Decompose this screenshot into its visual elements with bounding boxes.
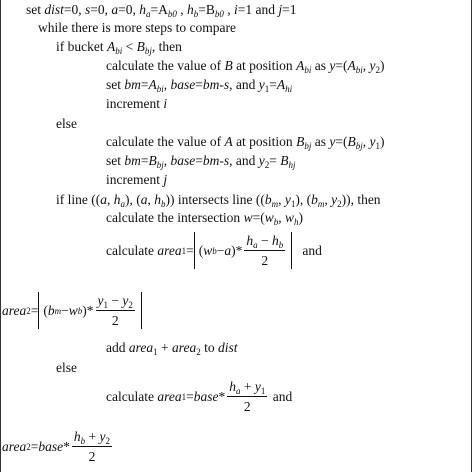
abs-value-1: ( w b − a ) * $\frac{h_a - h_b}{2}$: [194, 232, 293, 269]
if-intersects-line: if line ((a, $h_a$), (a, $h_b$)) intersects line (($b_m$, $y_1$), ($b_m$, $y_2$)), then: [56, 192, 381, 209]
area1-formula-intersect: calculate area 1 = ( w b − a ) * $\frac{h_a - h_b}{2}$ and: [106, 233, 322, 268]
increment-i-line: increment i: [106, 96, 168, 111]
init-line: set dist=0, s=0, a=0, $h_a=A_{b0}$ , $h_b=B_{b0}$ , i=1 and j=1: [26, 2, 297, 19]
area2-formula-else: area 2 = base * $\frac{h_b + y_2}{2}$: [2, 429, 110, 464]
area1-formula-else: calculate area 1 = base * $\frac{h_a + y_1}{2}$ and: [106, 379, 293, 414]
fraction-ha-plus-y1: $\frac{h_a + y_1}{2}$: [229, 379, 266, 414]
calc-b-line: calculate the value of B at position $A_{bi}$ as $y=(A_{bi}$, $y_2$): [106, 58, 385, 75]
set-bm-line-1: set $bm=A_{bi}$, base=bm-s, and $y_1=A_{hi}$: [106, 77, 293, 94]
if-bucket-line: if bucket $A_{bi} < B_{bj}$, then: [56, 39, 182, 56]
fraction-hb-plus-y2: $\frac{h_b + y_2}{2}$: [73, 429, 110, 464]
while-line: while there is more steps to compare: [38, 20, 236, 35]
area2-formula-intersect: area 2 = ( b m − w b ) * $\frac{y_1 - y_2}{2}$: [2, 292, 142, 329]
calc-a-line: calculate the value of A at position $B_{bj}$ as $y=(B_{bj}$, $y_1$): [106, 134, 385, 151]
add-areas-line: add area$_1$ + area$_2$ to dist: [106, 340, 238, 357]
increment-j-line: increment j: [106, 172, 168, 187]
fraction-ha-minus-hb: $\frac{h_a - h_b}{2}$: [246, 233, 284, 268]
abs-value-2: ( b m − w b ) * $\frac{y_1 - y_2}{2}$: [38, 292, 142, 329]
else-line-2: else: [56, 360, 77, 375]
set-bm-line-2: set $bm=B_{bj}$, base=bm-s, and $y_2= B_{hj}$: [106, 153, 296, 170]
fraction-y1-minus-y2: $\frac{y_1 - y_2}{2}$: [97, 293, 133, 328]
else-line-1: else: [56, 116, 77, 131]
calc-intersection-line: calculate the intersection $w=(w_b$, $w_h$): [106, 210, 303, 227]
